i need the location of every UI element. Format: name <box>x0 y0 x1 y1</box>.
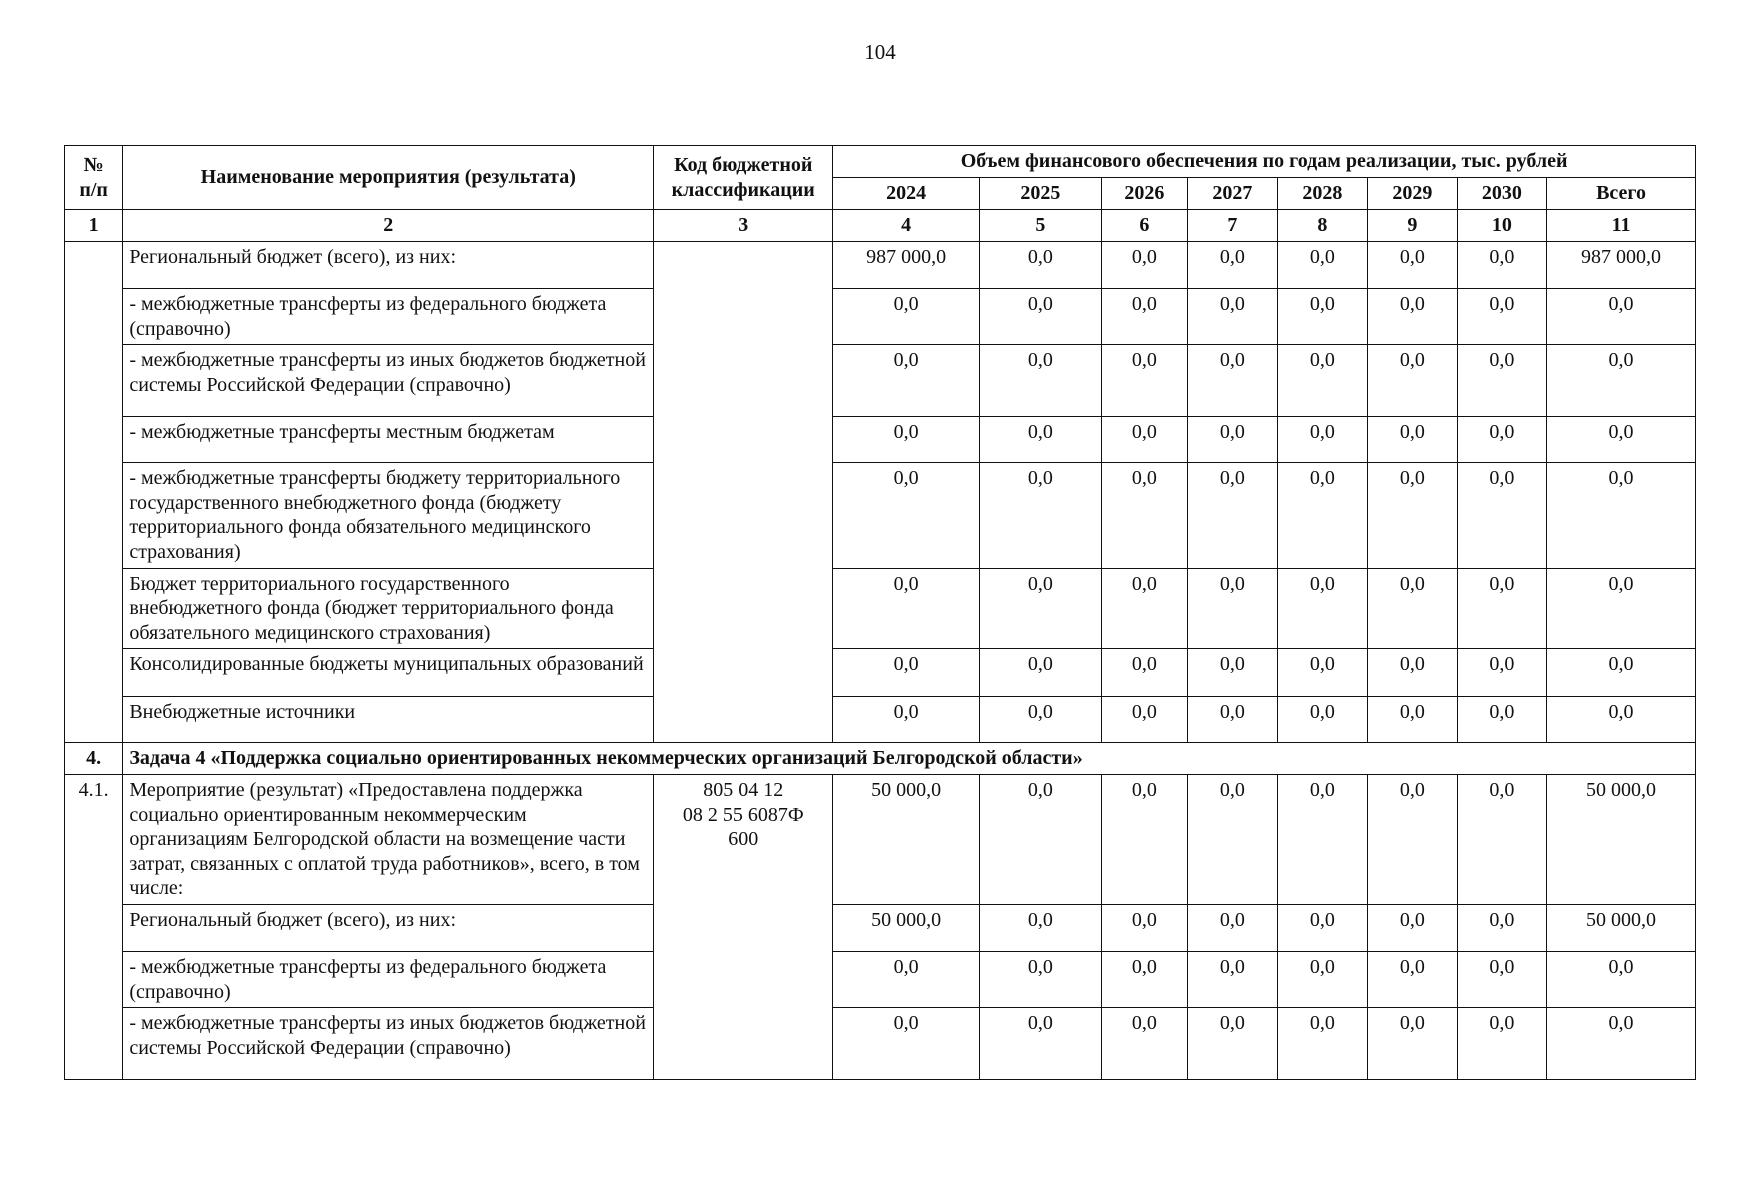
row-name: - межбюджетные трансферты местным бюджетам <box>123 417 654 463</box>
row-name: - межбюджетные трансферты из федерального бюджета (справочно) <box>123 289 654 345</box>
value-cell: 0,0 <box>1277 289 1367 345</box>
value-cell: 0,0 <box>1368 951 1457 1007</box>
value-cell: 50 000,0 <box>1547 774 1696 904</box>
value-cell: 0,0 <box>1277 649 1367 697</box>
value-cell: 0,0 <box>980 568 1102 649</box>
table-row <box>65 417 1696 463</box>
value-cell: 0,0 <box>980 649 1102 697</box>
value-cell: 50 000,0 <box>833 774 980 904</box>
table-row <box>65 697 1696 743</box>
table-row <box>65 904 1696 951</box>
value-cell: 0,0 <box>1277 463 1367 568</box>
row-code-empty <box>654 242 833 743</box>
value-cell: 0,0 <box>1547 951 1696 1007</box>
header-year: 2026 <box>1101 178 1187 210</box>
column-number: 6 <box>1101 210 1187 242</box>
value-cell: 0,0 <box>980 417 1102 463</box>
value-cell: 0,0 <box>1368 774 1457 904</box>
value-cell: 0,0 <box>1368 904 1457 951</box>
value-cell: 0,0 <box>1277 904 1367 951</box>
column-number: 9 <box>1368 210 1457 242</box>
value-cell: 0,0 <box>1277 568 1367 649</box>
value-cell: 0,0 <box>1547 345 1696 417</box>
value-cell: 0,0 <box>1277 417 1367 463</box>
value-cell: 0,0 <box>980 463 1102 568</box>
value-cell: 0,0 <box>1101 242 1187 289</box>
table-row <box>65 463 1696 568</box>
row-name: Бюджет территориального государственного внебюджетного фонда (бюджет территориального фонда обязательного медицинского страхования) <box>123 568 654 649</box>
value-cell: 0,0 <box>1277 774 1367 904</box>
row-name: Региональный бюджет (всего), из них: <box>123 904 654 951</box>
column-numbers-row <box>65 210 1696 242</box>
header-year: Всего <box>1547 178 1696 210</box>
column-number: 10 <box>1457 210 1546 242</box>
value-cell: 0,0 <box>1368 463 1457 568</box>
value-cell: 0,0 <box>1457 649 1546 697</box>
table-row <box>65 649 1696 697</box>
value-cell: 0,0 <box>1277 345 1367 417</box>
header-no: № п/п <box>65 146 123 210</box>
page-number: 104 <box>864 40 896 64</box>
value-cell: 0,0 <box>1457 463 1546 568</box>
value-cell: 0,0 <box>1277 1008 1367 1080</box>
value-cell: 0,0 <box>1547 289 1696 345</box>
value-cell: 0,0 <box>1188 774 1277 904</box>
header-year: 2024 <box>833 178 980 210</box>
value-cell: 0,0 <box>1457 951 1546 1007</box>
value-cell: 0,0 <box>1457 345 1546 417</box>
header-volume: Объем финансового обеспечения по годам реализации, тыс. рублей <box>833 146 1696 178</box>
value-cell: 0,0 <box>1188 1008 1277 1080</box>
value-cell: 0,0 <box>1188 242 1277 289</box>
value-cell: 0,0 <box>1101 774 1187 904</box>
value-cell: 0,0 <box>1457 697 1546 743</box>
value-cell: 0,0 <box>1547 1008 1696 1080</box>
value-cell: 0,0 <box>1457 417 1546 463</box>
value-cell: 0,0 <box>980 951 1102 1007</box>
value-cell: 0,0 <box>1547 417 1696 463</box>
row-name: - межбюджетные трансферты из иных бюджетов бюджетной системы Российской Федерации (справочно) <box>123 1008 654 1080</box>
value-cell: 0,0 <box>1457 242 1546 289</box>
column-number: 4 <box>833 210 980 242</box>
value-cell: 0,0 <box>833 697 980 743</box>
value-cell: 0,0 <box>1188 649 1277 697</box>
value-cell: 0,0 <box>980 289 1102 345</box>
task-title: Задача 4 «Поддержка социально ориентированных некоммерческих организаций Белгородской области» <box>123 743 1696 775</box>
value-cell: 987 000,0 <box>1547 242 1696 289</box>
column-number: 11 <box>1547 210 1696 242</box>
header-year: 2029 <box>1368 178 1457 210</box>
header-year: 2030 <box>1457 178 1546 210</box>
value-cell: 0,0 <box>1188 289 1277 345</box>
value-cell: 0,0 <box>980 345 1102 417</box>
value-cell: 0,0 <box>1457 1008 1546 1080</box>
value-cell: 0,0 <box>1547 649 1696 697</box>
header-year: 2025 <box>980 178 1102 210</box>
value-cell: 0,0 <box>1188 697 1277 743</box>
value-cell: 0,0 <box>833 289 980 345</box>
value-cell: 987 000,0 <box>833 242 980 289</box>
column-number: 1 <box>65 210 123 242</box>
value-cell: 0,0 <box>1368 649 1457 697</box>
table-row <box>65 951 1696 1007</box>
header-code: Код бюджетной классификации <box>654 146 833 210</box>
budget-code: 805 04 12 08 2 55 6087Ф 600 <box>654 774 833 1079</box>
column-number: 3 <box>654 210 833 242</box>
table-row <box>65 774 1696 904</box>
value-cell: 0,0 <box>833 568 980 649</box>
value-cell: 0,0 <box>1188 463 1277 568</box>
row-name: Внебюджетные источники <box>123 697 654 743</box>
value-cell: 50 000,0 <box>1547 904 1696 951</box>
value-cell: 0,0 <box>1277 951 1367 1007</box>
value-cell: 0,0 <box>1188 904 1277 951</box>
value-cell: 0,0 <box>980 1008 1102 1080</box>
table-row <box>65 1008 1696 1080</box>
column-number: 5 <box>980 210 1102 242</box>
value-cell: 0,0 <box>1101 904 1187 951</box>
table-row <box>65 289 1696 345</box>
header-year: 2027 <box>1188 178 1277 210</box>
task-index: 4. <box>65 743 123 775</box>
value-cell: 0,0 <box>1101 417 1187 463</box>
value-cell: 0,0 <box>1368 417 1457 463</box>
value-cell: 0,0 <box>1457 289 1546 345</box>
column-number: 8 <box>1277 210 1367 242</box>
value-cell: 0,0 <box>1188 345 1277 417</box>
value-cell: 0,0 <box>1101 568 1187 649</box>
row-name: Региональный бюджет (всего), из них: <box>123 242 654 289</box>
value-cell: 0,0 <box>833 463 980 568</box>
value-cell: 0,0 <box>1188 568 1277 649</box>
value-cell: 50 000,0 <box>833 904 980 951</box>
budget-table <box>64 145 1696 1080</box>
value-cell: 0,0 <box>1277 697 1367 743</box>
value-cell: 0,0 <box>1188 417 1277 463</box>
value-cell: 0,0 <box>1368 568 1457 649</box>
task-row <box>65 743 1696 775</box>
value-cell: 0,0 <box>1547 463 1696 568</box>
header-row <box>65 146 1696 178</box>
value-cell: 0,0 <box>833 417 980 463</box>
value-cell: 0,0 <box>1101 697 1187 743</box>
row-name: - межбюджетные трансферты бюджету территориального государственного внебюджетного фонда (бюджету территориального фонда обязательного медицинского страхования) <box>123 463 654 568</box>
value-cell: 0,0 <box>1368 345 1457 417</box>
value-cell: 0,0 <box>1368 697 1457 743</box>
value-cell: 0,0 <box>1101 345 1187 417</box>
value-cell: 0,0 <box>980 774 1102 904</box>
value-cell: 0,0 <box>980 242 1102 289</box>
table-row <box>65 242 1696 289</box>
row-name: Мероприятие (результат) «Предоставлена поддержка социально ориентированным некоммерческим организациям Белгородской области на возмещение части затрат, связанных с оплатой труда работников», всего, в том числе: <box>123 774 654 904</box>
column-number: 2 <box>123 210 654 242</box>
value-cell: 0,0 <box>1457 568 1546 649</box>
value-cell: 0,0 <box>1368 289 1457 345</box>
value-cell: 0,0 <box>1101 463 1187 568</box>
value-cell: 0,0 <box>980 697 1102 743</box>
value-cell: 0,0 <box>1547 568 1696 649</box>
value-cell: 0,0 <box>1101 951 1187 1007</box>
value-cell: 0,0 <box>1277 242 1367 289</box>
value-cell: 0,0 <box>1101 1008 1187 1080</box>
value-cell: 0,0 <box>1101 289 1187 345</box>
row-name: - межбюджетные трансферты из иных бюджетов бюджетной системы Российской Федерации (справочно) <box>123 345 654 417</box>
value-cell: 0,0 <box>1457 774 1546 904</box>
header-name: Наименование мероприятия (результата) <box>123 146 654 210</box>
value-cell: 0,0 <box>1547 697 1696 743</box>
value-cell: 0,0 <box>833 649 980 697</box>
row-index-empty <box>65 242 123 743</box>
value-cell: 0,0 <box>833 951 980 1007</box>
value-cell: 0,0 <box>833 1008 980 1080</box>
column-number: 7 <box>1188 210 1277 242</box>
header-year: 2028 <box>1277 178 1367 210</box>
value-cell: 0,0 <box>1101 649 1187 697</box>
item-index: 4.1. <box>65 774 123 1079</box>
value-cell: 0,0 <box>1457 904 1546 951</box>
value-cell: 0,0 <box>980 904 1102 951</box>
value-cell: 0,0 <box>1368 242 1457 289</box>
row-name: - межбюджетные трансферты из федерального бюджета (справочно) <box>123 951 654 1007</box>
row-name: Консолидированные бюджеты муниципальных образований <box>123 649 654 697</box>
value-cell: 0,0 <box>1368 1008 1457 1080</box>
value-cell: 0,0 <box>1188 951 1277 1007</box>
table-row <box>65 568 1696 649</box>
value-cell: 0,0 <box>833 345 980 417</box>
table-row <box>65 345 1696 417</box>
